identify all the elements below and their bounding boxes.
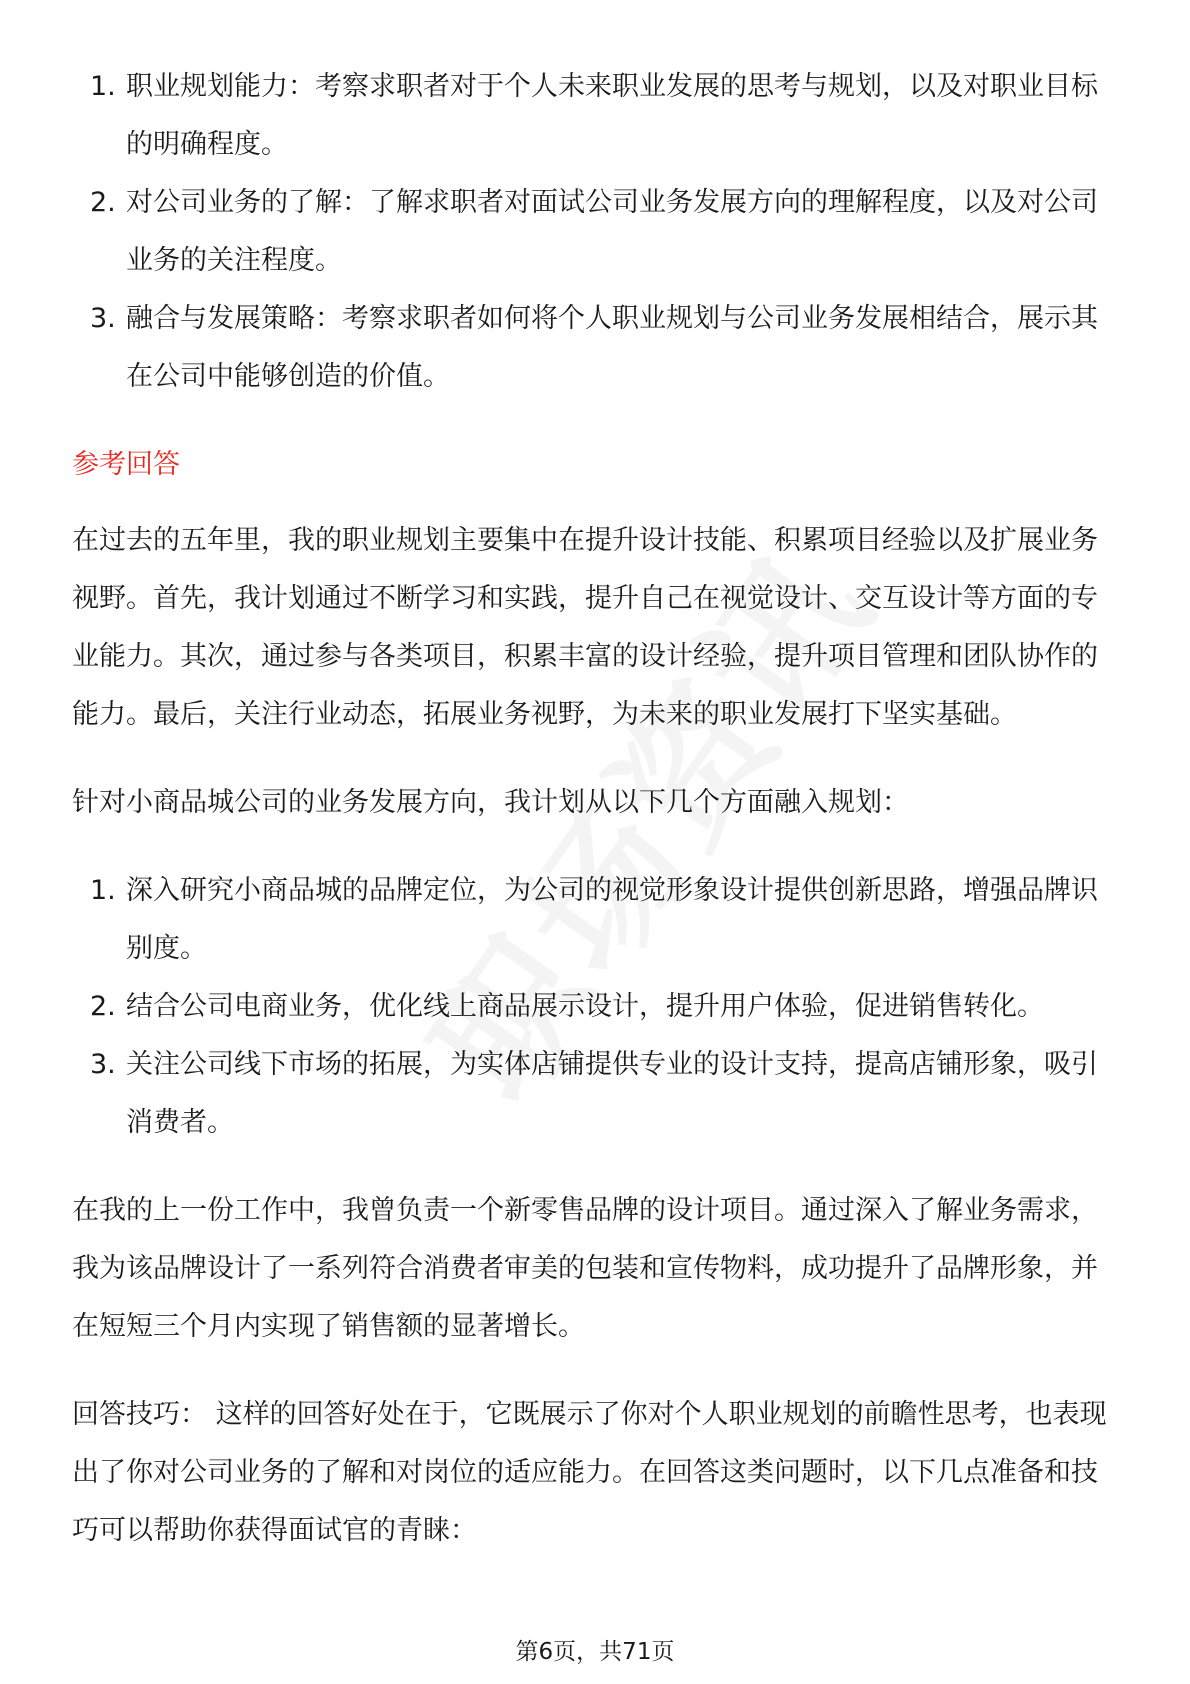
paragraph: 针对小商品城公司的业务发展方向，我计划从以下几个方面融入规划： — [72, 787, 909, 818]
list-item-text: 融合与发展策略：考察求职者如何将个人职业规划与公司业务发展相结合，展示其在公司中能够创造的价值。 — [126, 303, 1098, 392]
plan-list — [72, 862, 1122, 1152]
list-item — [72, 978, 1122, 1036]
list-item-text: 对公司业务的了解：了解求职者对面试公司业务发展方向的理解程度，以及对公司业务的关注程度。 — [126, 187, 1098, 276]
page-footer: 第6页，共71页 — [515, 1639, 675, 1665]
list-number: 1. — [90, 71, 116, 102]
list-item — [72, 174, 1122, 290]
list-number: 3. — [90, 303, 116, 334]
document-content — [72, 58, 1122, 1590]
list-item-text: 深入研究小商品城的品牌定位，为公司的视觉形象设计提供创新思路，增强品牌识别度。 — [126, 875, 1098, 964]
list-item — [72, 58, 1122, 174]
list-number: 2. — [90, 187, 116, 218]
list-item-text: 结合公司电商业务，优化线上商品展示设计，提升用户体验，促进销售转化。 — [126, 991, 1044, 1022]
list-number: 1. — [90, 875, 116, 906]
paragraph: 回答技巧： 这样的回答好处在于，它既展示了你对个人职业规划的前瞻性思考，也表现出了你对公司业务的了解和对岗位的适应能力。在回答这类问题时，以下几点准备和技巧可以帮助你获得面试官的青睐： — [72, 1399, 1107, 1546]
list-item — [72, 290, 1122, 406]
list-item — [72, 1036, 1122, 1152]
list-number: 3. — [90, 1049, 116, 1080]
list-item-text: 关注公司线下市场的拓展，为实体店铺提供专业的设计支持，提高店铺形象，吸引消费者。 — [126, 1049, 1098, 1138]
paragraph: 在我的上一份工作中，我曾负责一个新零售品牌的设计项目。通过深入了解业务需求，我为该品牌设计了一系列符合消费者审美的包装和宣传物料，成功提升了品牌形象，并在短短三个月内实现了销售额的显著增长。 — [72, 1195, 1098, 1342]
section-heading: 参考回答 — [72, 449, 180, 480]
list-number: 2. — [90, 991, 116, 1022]
assessment-points-list — [72, 58, 1122, 406]
list-item — [72, 862, 1122, 978]
list-item-text: 职业规划能力：考察求职者对于个人未来职业发展的思考与规划，以及对职业目标的明确程度。 — [126, 71, 1098, 160]
paragraph: 在过去的五年里，我的职业规划主要集中在提升设计技能、积累项目经验以及扩展业务视野。首先，我计划通过不断学习和实践，提升自己在视觉设计、交互设计等方面的专业能力。其次，通过参与各类项目，积累丰富的设计经验，提升项目管理和团队协作的能力。最后，关注行业动态，拓展业务视野，为未来的职业发展打下坚实基础。 — [72, 525, 1098, 730]
